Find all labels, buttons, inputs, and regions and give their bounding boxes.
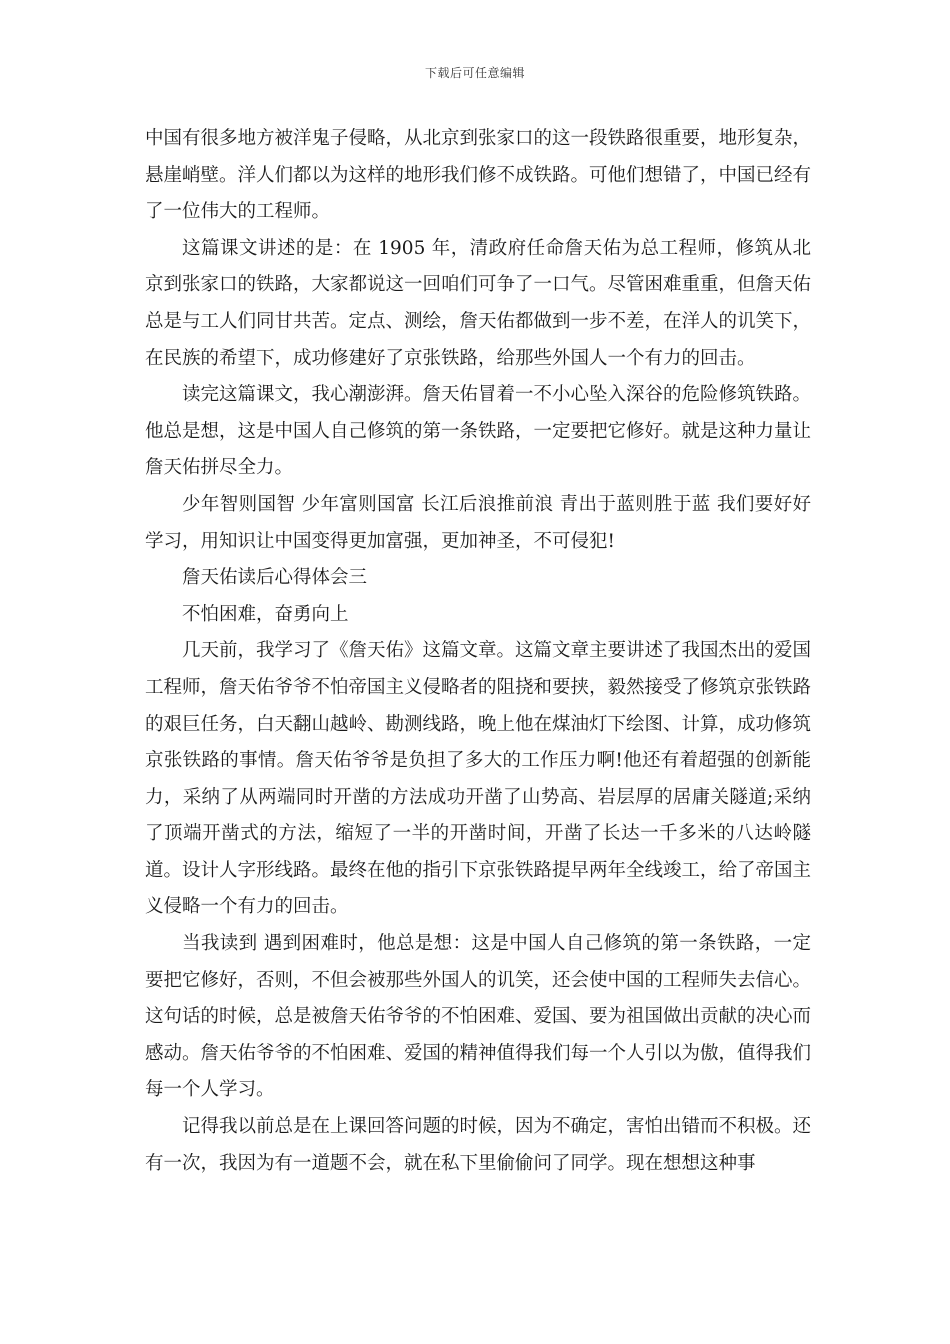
document-body bbox=[145, 121, 811, 1182]
paragraph-1: 中国有很多地方被洋鬼子侵略，从北京到张家口的这一段铁路很重要，地形复杂，悬崖峭壁。洋人们都以为这样的地形我们修不成铁路。可他们想错了，中国已经有了一位伟大的工程师。 bbox=[145, 128, 812, 223]
section-title: 詹天佑读后心得体会三 bbox=[182, 567, 368, 589]
paragraph-4: 少年智则国智 少年富则国富 长江后浪推前浪 青出于蓝则胜于蓝 我们要好好学习，用知识让中国变得更加富强，更加神圣，不可侵犯! bbox=[145, 493, 811, 552]
paragraph-5: 几天前，我学习了《詹天佑》这篇文章。这篇文章主要讲述了我国杰出的爱国工程师，詹天佑爷爷不怕帝国主义侵略者的阻挠和要挟，毅然接受了修筑京张铁路的艰巨任务，白天翻山越岭、勘测线路，晚上他在煤油灯下绘图、计算，成功修筑京张铁路的事情。詹天佑爷爷是负担了多大的工作压力啊!他还有着超强的创新能力，采纳了从两端同时开凿的方法成功开凿了山势高、岩层厚的居庸关隧道;采纳了顶端开凿式的方法，缩短了一半的开凿时间，开凿了长达一千多米的八达岭隧道。设计人字形线路。最终在他的指引下京张铁路提早两年全线竣工，给了帝国主义侵略一个有力的回击。 bbox=[145, 640, 812, 918]
section-subtitle: 不怕困难，奋勇向上 bbox=[182, 603, 349, 625]
paragraph-3: 读完这篇课文，我心潮澎湃。詹天佑冒着一不小心坠入深谷的危险修筑铁路。他总是想，这是中国人自己修筑的第一条铁路，一定要把它修好。就是这种力量让詹天佑拼尽全力。 bbox=[145, 384, 812, 479]
paragraph-6: 当我读到 遇到困难时，他总是想：这是中国人自己修筑的第一条铁路，一定要把它修好，否则，不但会被那些外国人的讥笑，还会使中国的工程师失去信心。 这句话的时候，总是被詹天佑爷爷的不怕困难、爱国、要为祖国做出贡献的决心而感动。詹天佑爷爷的不怕困难、爱国的精神值得我们每一个人引以为傲，值得我们每一个人学习。 bbox=[145, 933, 812, 1101]
paragraph-2: 这篇课文讲述的是：在 1905 年，清政府任命詹天佑为总工程师，修筑从北京到张家口的铁路，大家都说这一回咱们可争了一口气。尽管困难重重，但詹天佑总是与工人们同甘共苦。定点、测绘，詹天佑都做到一步不差，在洋人的讥笑下，在民族的希望下，成功修建好了京张铁路，给那些外国人一个有力的回击。 bbox=[145, 237, 812, 369]
page-header: 下载后可任意编辑 bbox=[424, 66, 525, 80]
paragraph-7: 记得我以前总是在上课回答问题的时候，因为不确定，害怕出错而不积极。还有一次，我因为有一道题不会，就在私下里偷偷问了同学。现在想想这种事 bbox=[145, 1116, 812, 1174]
